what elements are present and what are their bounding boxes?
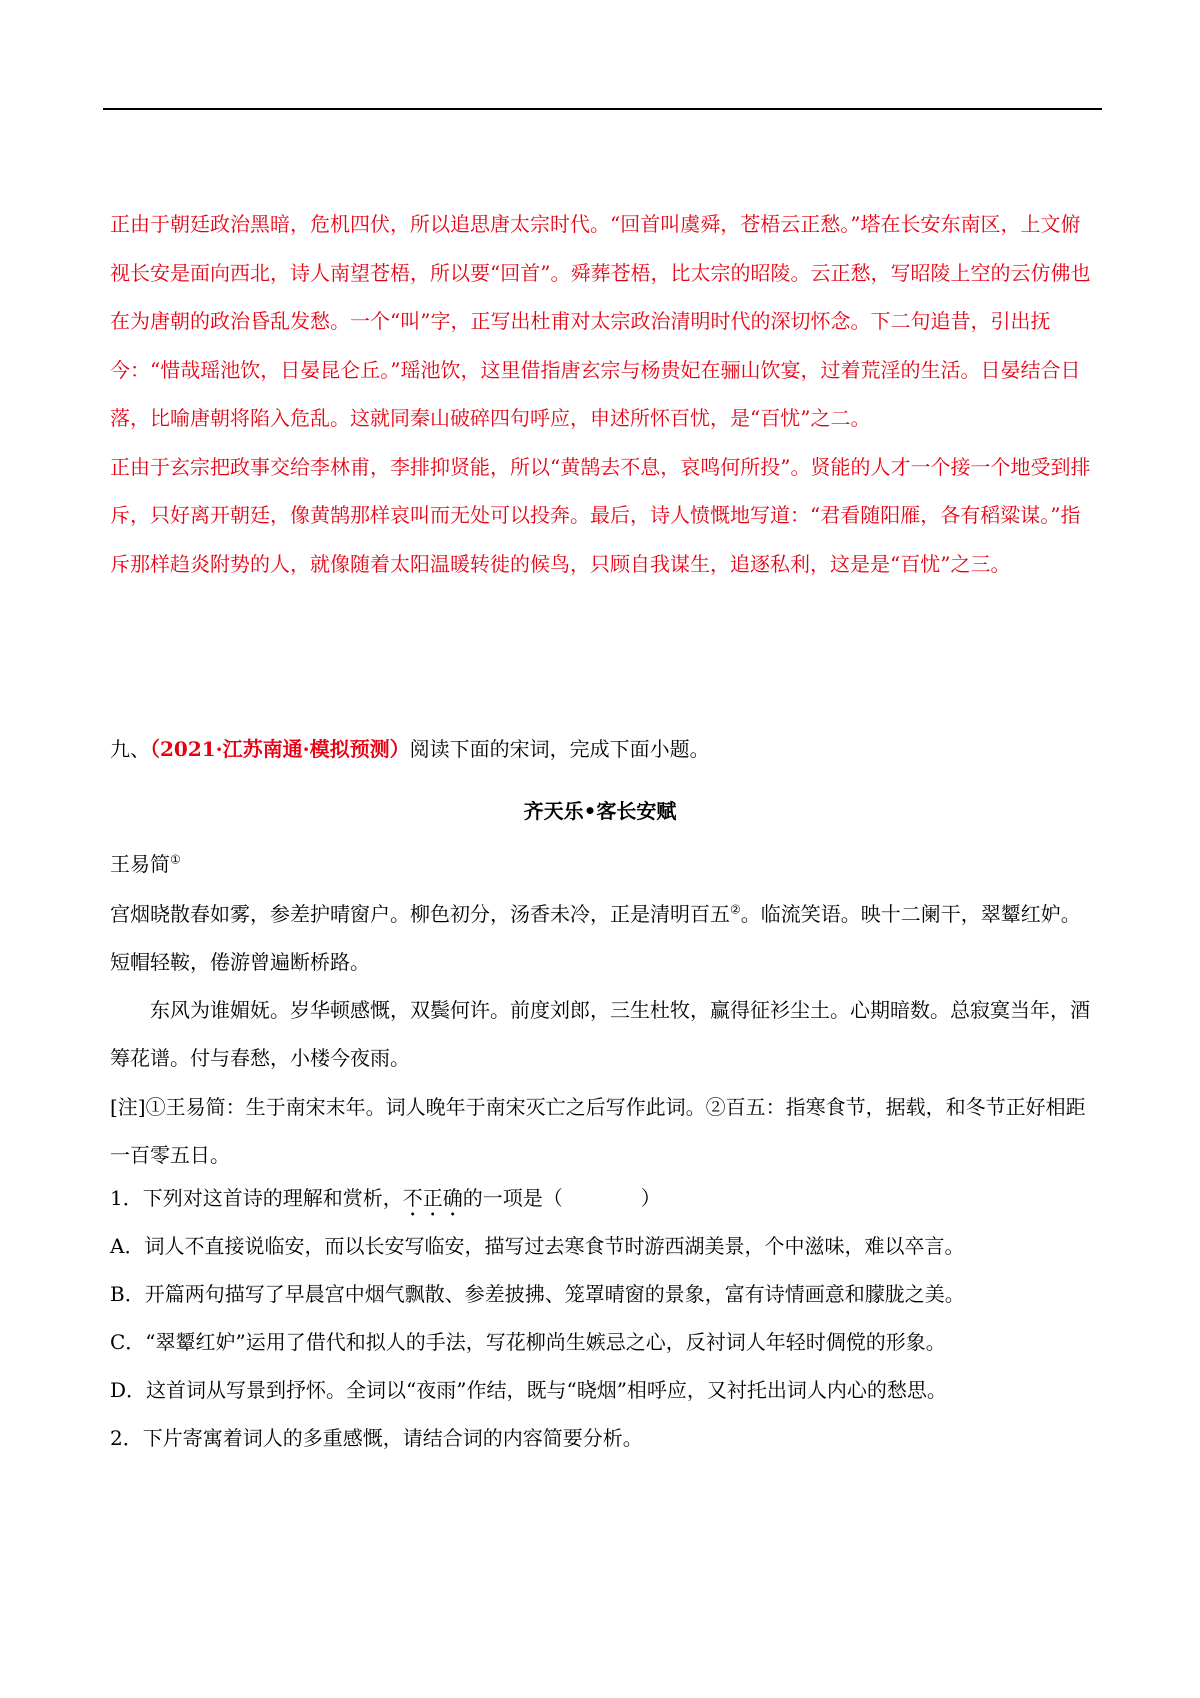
question-1-emphasis: 不正确 (402, 1186, 463, 1210)
answer-explanation (110, 200, 1100, 588)
option-b: B．开篇两句描写了早晨宫中烟气飘散、参差披拂、笼罩晴窗的景象，富有诗情画意和朦胧之美。 (110, 1282, 965, 1306)
question-1-close: ） (640, 1186, 661, 1210)
poem-title: 齐天乐•客长安赋 (523, 799, 677, 823)
header-rule (103, 108, 1102, 110)
option-a: A．词人不直接说临安，而以长安写临安，描写过去寒食节时游西湖美景，个中滋味，难以卒言。 (110, 1234, 965, 1258)
question-2: 2．下片寄寓着词人的多重感慨，请结合词的内容简要分析。 (110, 1426, 643, 1450)
question-9-heading (110, 733, 710, 762)
answer-paragraph-1: 正由于朝廷政治黑暗，危机四伏，所以追思唐太宗时代。“回首叫虞舜，苍梧云正愁。”塔在长安东南区，上文俯视长安是面向西北，诗人南望苍梧，所以要“回首”。舜葬苍梧，比太宗的昭陵。云正愁，写昭陵上空的云仿佛也在为唐朝的政治昏乱发愁。一个“叫”字，正写出杜甫对太宗政治清明时代的深切怀念。下二句追昔，引出抚今：“惜哉瑶池饮，日晏昆仑丘。”瑶池饮，这里借指唐玄宗与杨贵妃在骊山饮宴，过着荒淫的生活。日晏结合日落，比喻唐朝将陷入危乱。这就同秦山破碎四句呼应，申述所怀百忧，是“百忧”之二。 (110, 212, 1091, 430)
poem-stanza-1-part-b: 。临流笑语。映十二阑干，翠颦红妒。短帽轻鞍，倦游曾遍断桥路。 (110, 902, 1081, 974)
poem-stanza-1 (110, 890, 1100, 986)
question-1 (110, 1178, 1100, 1226)
poem-note-mark: ② (730, 902, 741, 917)
note-text: [注]①王易简：生于南宋末年。词人晚年于南宋灭亡之后写作此词。②百五：指寒食节，据载，和冬节正好相距一百零五日。 (110, 1095, 1086, 1167)
question-1-suffix: 的一项是（ (462, 1186, 563, 1210)
question-source: （2021·江苏南通·模拟预测） (150, 737, 410, 761)
question-number: 九、 (110, 737, 150, 761)
question-list (110, 1178, 1100, 1466)
poem-author (110, 848, 181, 877)
question-instruction: 阅读下面的宋词，完成下面小题。 (409, 737, 710, 761)
option-c: C．“翠颦红妒”运用了借代和拟人的手法，写花柳尚生嫉忌之心，反衬词人年轻时倜傥的形象。 (110, 1330, 946, 1354)
poem-stanza-2: 东风为谁媚妩。岁华顿感慨，双鬓何许。前度刘郎，三生杜牧，赢得征衫尘土。心期暗数。总寂寞当年，酒筹花谱。付与春愁，小楼今夜雨。 (110, 998, 1090, 1070)
poem-note (110, 1083, 1100, 1179)
option-d: D．这首词从写景到抒怀。全词以“夜雨”作结，既与“晓烟”相呼应，又衬托出词人内心的愁思。 (110, 1378, 947, 1402)
answer-paragraph-2: 正由于玄宗把政事交给李林甫，李排抑贤能，所以“黄鹄去不息，哀鸣何所投”。贤能的人才一个接一个地受到排斥，只好离开朝廷，像黄鹄那样哀叫而无处可以投奔。最后，诗人愤慨地写道：“君看随阳雁，各有稻粱谋。”指斥那样趋炎附势的人，就像随着太阳温暖转徙的候鸟，只顾自我谋生，追逐私利，这是是“百忧”之三。 (110, 454, 1091, 576)
author-note-mark: ① (170, 852, 181, 867)
poem-body (110, 890, 1100, 1082)
poem-stanza-1-part-a: 宫烟晓散春如雾，参差护晴窗户。柳色初分，汤香未冷，正是清明百五 (110, 902, 730, 926)
author-name: 王易简 (110, 852, 170, 876)
question-1-prefix: 1．下列对这首诗的理解和赏析， (110, 1186, 403, 1210)
